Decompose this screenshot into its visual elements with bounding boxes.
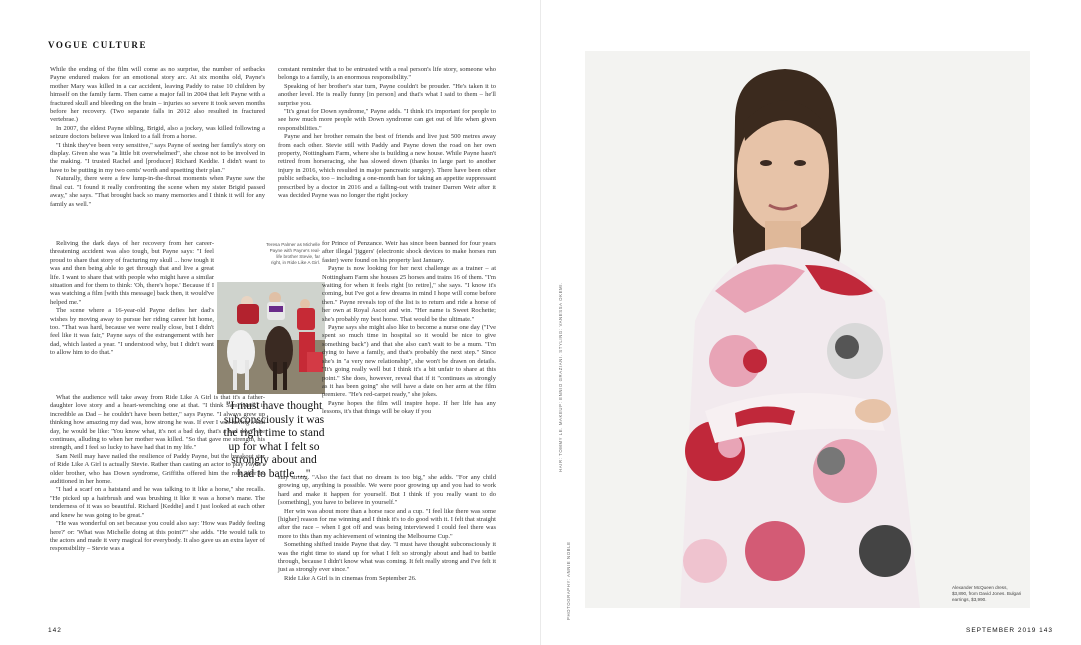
paragraph: Speaking of her brother's star turn, Payne couldn't be prouder. "He's taken it to another level. He is really funny [in person] and that's what I said to them – he'll surprise you. [278,82,496,107]
racecourse-illustration [217,282,325,394]
paragraph: "It's great for Down syndrome," Payne adds. "I think it's important for people to see how much more people with Down syndrome can get out of life when given responsibilities." [278,108,496,132]
column-2-top [278,66,496,201]
photo-credit-vertical-2: PHOTOGRAPHY: ANNIE NOBLE [566,541,571,620]
portrait-illustration [585,51,1030,608]
paragraph: Her win was about more than a horse race and a cup. "I feel like there was some [higher] reason for me winning and I think it's to do good with it. I felt that straight after the race – when I got off and was being interviewed I could feel there was more to this than my achievement of winning the Melbourne Cup." [278,507,496,540]
section-label: VOGUE CULTURE [48,40,148,50]
inset-photo-racecourse [217,282,325,394]
inset-photo-caption: Teresa Palmer as Michelle Payne with Payne's real-life brother Stevie, far right, in Ride Like A Girl. [266,242,320,265]
page-gutter [540,0,541,645]
column-1-bottom [50,394,265,554]
paragraph: Sam Neill may have nailed the resilience of Paddy Payne, but the breakout star of Ride Like A Girl is actually Stevie. Rather than casting an actor to play Payne's older brother, who has Down syndrome, Griffiths offered him the role after he auditioned in her home. [50,452,265,486]
paragraph: "He was wonderful on set because you could also say: 'How was Paddy feeling here?' or: 'What was Michelle doing at this point?'" she adds. "He would talk to the actors and made it very magical for everybody. It also gave us an extra layer of responsibility – Stevie was a [50,520,265,553]
column-2-middle [322,240,496,417]
paragraph: stay strong. "Also the fact that no dream is too big," she adds. "For any child growing up, anything is possible. We were poor growing up and you had to work hard and make it happen for yourself. But I think if you really want to do [something], you have to believe in yourself." [278,474,496,507]
paragraph: Payne hopes the film will inspire hope. If her life has any lessons, it's that things will be okay if you [322,399,496,416]
paragraph: "I had a scarf on a hatstand and he was talking to it like a horse," she recalls. "He picked up a hairbrush and was brushing it like it was a horse's mane. The tenderness of it was so beautiful. Richard [Keddie] and I just looked at each other and knew he was going to be great." [50,486,265,519]
paragraph: for Prince of Penzance. Weir has since been banned for four years after illegal 'jiggers' (electronic shock devices to make horses run faster) were found on his property last January. [322,240,496,264]
paragraph: Payne says she might also like to become a nurse one day ("I've spent so much time in hospital so it would be nice to give something back") and that she also can't wait to be a mum. "I'm dying to have a family, and that's probably the next step." Since she's in "a very new relationship", she won't be drawn on details. "It's going really well but I think it's a bit unfair to share at this point." She does, however, reveal that if it "continues as strongly as it has been going" she will have a date on her arm at the film premiere. "He's red-carpet ready," she jokes. [322,324,496,399]
column-2-bottom [278,474,496,583]
column-1-middle [50,240,214,358]
paragraph: What the audience will take away from Ride Like A Girl is that it's a father-daughter love story and a heart-wrenching one at that. "I think Sam [Neill] is incredible as Dad – he couldn't have been better," says Payne. "I always grew up thinking how amazing my dad was, how strong he was. If ever I was having a bad day, he would be like: 'You know what, it's not a bad day, that's a bad day,'" she continues, alluding to when her mother was killed. "So that gave me strength, his strength, and I feel so lucky to have had that in my life." [50,394,265,452]
page-number-right: SEPTEMBER 2019 143 [966,627,1054,634]
column-1-top [50,66,265,209]
page-number-left: 142 [48,627,62,634]
paragraph: Ride Like A Girl is in cinemas from September 26. [284,574,417,582]
paragraph: While the ending of the film will come as no surprise, the number of setbacks Payne endured makes for an emotional story arc. At six months old, Payne's mother Mary was killed in a car accident, leaving Paddy to raise 10 children by himself on the family farm. Then came a major fall in 2004 that left Payne with a fractured skull and bleeding on the brain – injuries so severe it took seven months before her recovery. (Two separate falls in 2012 also resulted in fractured vertebrae.) [50,66,265,124]
portrait-photo [585,51,1030,608]
pull-quote: "I must have thought subconsciously it was the right time to stand up for what I felt so strongly about and had to battle ..." [223,400,325,480]
paragraph: Something shifted inside Payne that day. "I must have thought subconsciously it was the right time to stand up for what I felt so strongly about and had to battle through, because I didn't know what was coming. It felt really strong and I've felt it just as strongly ever since." [278,541,496,574]
paragraph: Payne and her brother remain the best of friends and live just 500 metres away from each other. Stevie still with Paddy and Payne down the road on her own property, Nottingham Farm, where she is building a new house. While Payne hasn't retired from horseracing, she has slowed down (thanks in large part to another injury in 2016, which resulted in major pancreatic surgery). There have been other public setbacks, too – including a one-month ban for taking an appetite suppressant prescribed by a doctor in 2016 and a falling-out with trainer Darren Weir after it was decided Payne was no longer the right jockey [278,133,496,200]
paragraph: In 2007, the eldest Payne sibling, Brigid, also a jockey, was killed following a seizure doctors believe was linked to a fall from a horse. [50,124,265,141]
portrait-caption: Alexander McQueen dress, $3,890, from David Jones. Bulgari earrings, $3,990. [952,585,1022,603]
paragraph: "I think they've been very sensitive," says Payne of seeing her family's story on display. Given she was "a little bit overwhelmed", she chose not to be involved in the making. "I trusted Rachel and [producer] Richard Keddie. I didn't want to have to be putting in my two cents' worth and upsetting their plan." [50,141,265,174]
paragraph: constant reminder that to be entrusted with a real person's life story, someone who belongs to a family, is an enormous responsibility." [278,66,496,82]
paragraph: The scene where a 16-year-old Payne defies her dad's wishes by moving away to pursue her riding career hit home, too. "That was hard, because we were really close, but I didn't feel like it was fair," Payne says of the estrangement with her dad, which lasted a year. "I understood why, but I didn't want to allow him to do that." [50,307,214,357]
paragraph: Reliving the dark days of her recovery from her career-threatening accident was also tough, but Payne says: "I feel proud to share that story of fracturing my skull ... how tough it was and then being able to get through that and live a great life. I want to share that with people who might have a similar situation and for them to think: 'Oh, there's hope.' Because if I was watching a film [with this message] back then, it would've helped me." [50,240,214,306]
paragraph: Payne is now looking for her next challenge as a trainer – at Nottingham Farm she houses 25 horses and trains 16 of them. "I'm waiting for when it feels right [to retire]," she says. "I know it's coming, but I've got a few dreams in mind I hope will come before then." Payne reveals top of the list is to return and ride a horse of her own at Royal Ascot and win. "Her name is Sweet Rochette; she's probably my best horse. That would be the ultimate." [322,265,496,323]
paragraph: Naturally, there were a few lump-in-the-throat moments when Payne saw the final cut. "I found it really confronting the scene when my sister Brigid passed away," she says. "That brought back so many memories and I think it will for any family as well." [50,175,265,208]
photo-credit-vertical: HAIR: TOMMY LE. MAKEUP: ENNIO GRAZIANI. STYLING: VANESSA OKEMI. [558,282,563,472]
